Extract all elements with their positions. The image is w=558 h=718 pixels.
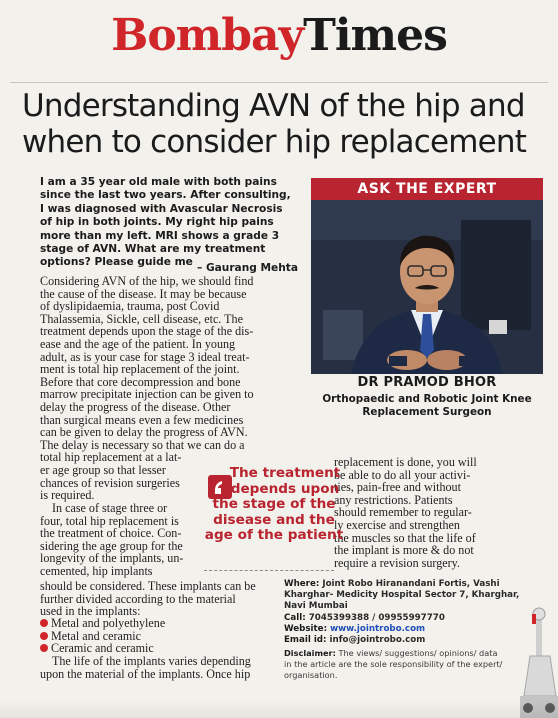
quote-divider [204,570,334,571]
body-line: four, total hip replacement is [40,513,179,528]
disclaimer-line [284,648,529,659]
body-line: In case of stage three or [52,501,168,515]
pull-quote-line: disease and the [213,511,335,528]
reader-question [40,176,300,270]
question-line: since the last two years. After consulting, [40,189,291,202]
body-line: ease and the age of the patient. In young [40,336,236,351]
body-line: the cause of the disease. It may be because [40,286,247,301]
question-line: more than my left. MRI shows a grade 3 [40,229,280,242]
expert-title-line: Replacement Surgeon [362,406,492,418]
question-asker: – Gaurang Mehta [196,262,298,274]
masthead-brand-part2: Times [303,10,447,61]
question-line: of hip in both joints. My right hip pains [40,216,274,229]
body-line: any restrictions. Patients [334,492,453,507]
contact-where [284,579,529,590]
bullet-dot-icon [40,632,48,640]
doctor-portrait-icon [311,200,543,374]
masthead-brand-part1: Bombay [111,10,304,61]
body-line: Before that core decompression and bone [40,374,241,389]
headline-line-1: Understanding AVN of the hip and [22,88,525,124]
question-line: stage of AVN. What are my treatment [40,243,266,256]
list-item-label: Metal and polyethylene [51,616,166,630]
body-line: cemented, hip implants [40,563,153,578]
body-line: the treatment of choice. Con- [40,526,182,541]
pull-quote-line: the stage of the [212,496,336,513]
body-line: longevity of the implants, un- [40,551,184,566]
article-headline [22,88,542,160]
pull-quote-line: The treatment [229,465,341,481]
body-paragraph-2 [40,502,204,578]
body-line: than surgical means even a few medicines [40,412,244,427]
contact-email [284,635,529,646]
body-paragraph-4 [334,456,544,569]
implant-materials-list [40,617,280,655]
body-line: further divided according to the material [40,591,236,606]
pull-quote [204,466,344,544]
body-line: ties, pain-free and without [334,480,461,495]
disclaimer-text-3: organisation. [284,669,338,680]
body-line: require a revision surgery. [334,555,460,570]
contact-email-label: Email id: [284,635,327,646]
body-line: should be considered. These implants can be [40,579,256,593]
ask-the-expert-banner: ASK THE EXPERT [311,178,543,200]
page-edge-shadow [0,700,558,718]
bullet-dot-icon [40,644,48,652]
body-line: marrow precipitate injection can be given to [40,387,254,402]
masthead-divider [10,82,548,83]
body-line: Thalassemia, Sickle, cell disease, etc. The [40,311,243,326]
question-line: I was diagnosed with Avascular Necrosis [40,202,283,215]
body-line: used in the implants: [40,604,141,619]
body-line: The life of the implants varies depending [52,654,251,668]
bullet-dot-icon [40,619,48,627]
body-line: ly exercise and strengthen [334,517,460,532]
pull-quote-line: age of the patient [204,527,344,544]
contact-where-line-3: Navi Mumbai [284,601,348,612]
body-line: the muscles so that the life of [334,530,476,545]
body-line: er age group so that lesser [40,462,166,477]
masthead-logo [0,10,558,78]
expert-name: DR PRAMOD BHOR [357,375,497,390]
body-line: upon the material of the implants. Once hip [40,666,251,681]
question-line: options? Please guide me [40,256,193,269]
body-line: ment is total hip replacement of the joint. [40,362,240,377]
pull-quote-line: depends upon [230,480,340,497]
contact-website-label: Website: [284,623,328,634]
contact-where-line-1: Joint Robo Hiranandani Fortis, Vashi [322,579,500,589]
list-item-label: Ceramic and ceramic [51,641,154,656]
expert-photo [311,200,543,374]
body-paragraph-5 [40,655,282,680]
expert-designation [311,393,543,419]
body-line: delay the progress of the disease. Other [40,399,231,414]
expert-title-line: Orthopaedic and Robotic Joint Knee [322,393,532,405]
body-line: of dyslipidaemia, trauma, post Covid [40,299,220,314]
disclaimer-text-1: The views/ suggestions/ opinions/ data [338,648,498,658]
question-line: I am a 35 year old male with both pains [40,176,277,188]
contact-call-label: Call: [284,612,306,623]
body-line: is required. [40,488,95,503]
body-line: can be given to delay the progress of AVN. [40,425,248,440]
contact-where-line-2: Kharghar- Medicity Hospital Sector 7, Kharghar, [284,590,520,601]
body-line: Considering AVN of the hip, we should find [40,274,254,288]
body-line: sidering the age group for the [40,538,183,553]
contact-website [284,624,529,635]
contact-info [284,579,529,646]
body-line: total hip replacement at a lat- [40,450,182,465]
body-line: The delay is necessary so that we can do a [40,437,245,452]
body-line: should remember to regular- [334,505,472,520]
disclaimer-label: Disclaimer: [284,648,336,658]
headline-line-2: when to consider hip replacement [22,124,527,160]
body-line: treatment depends upon the stage of the dis- [40,324,254,339]
body-line: chances of revision surgeries [40,475,180,490]
contact-call-value[interactable]: 7045399388 / 09955997770 [308,612,445,623]
body-line: adult, as is your case for stage 3 ideal treat- [40,349,250,364]
disclaimer-text-2: in the article are the sole responsibility of the expert/ [284,658,503,669]
contact-email-value[interactable]: info@jointrobo.com [329,635,426,646]
body-line: be able to do all your activi- [334,467,471,482]
body-line: replacement is done, you will [334,455,477,469]
contact-where-label: Where: [284,579,320,589]
contact-call [284,613,529,624]
body-paragraph-3 [40,580,272,618]
list-item [40,642,280,655]
body-line: the implant is more & do not [334,543,474,558]
disclaimer [284,648,529,680]
contact-website-link[interactable]: www.jointrobo.com [330,623,426,634]
list-item-label: Metal and ceramic [51,628,141,643]
